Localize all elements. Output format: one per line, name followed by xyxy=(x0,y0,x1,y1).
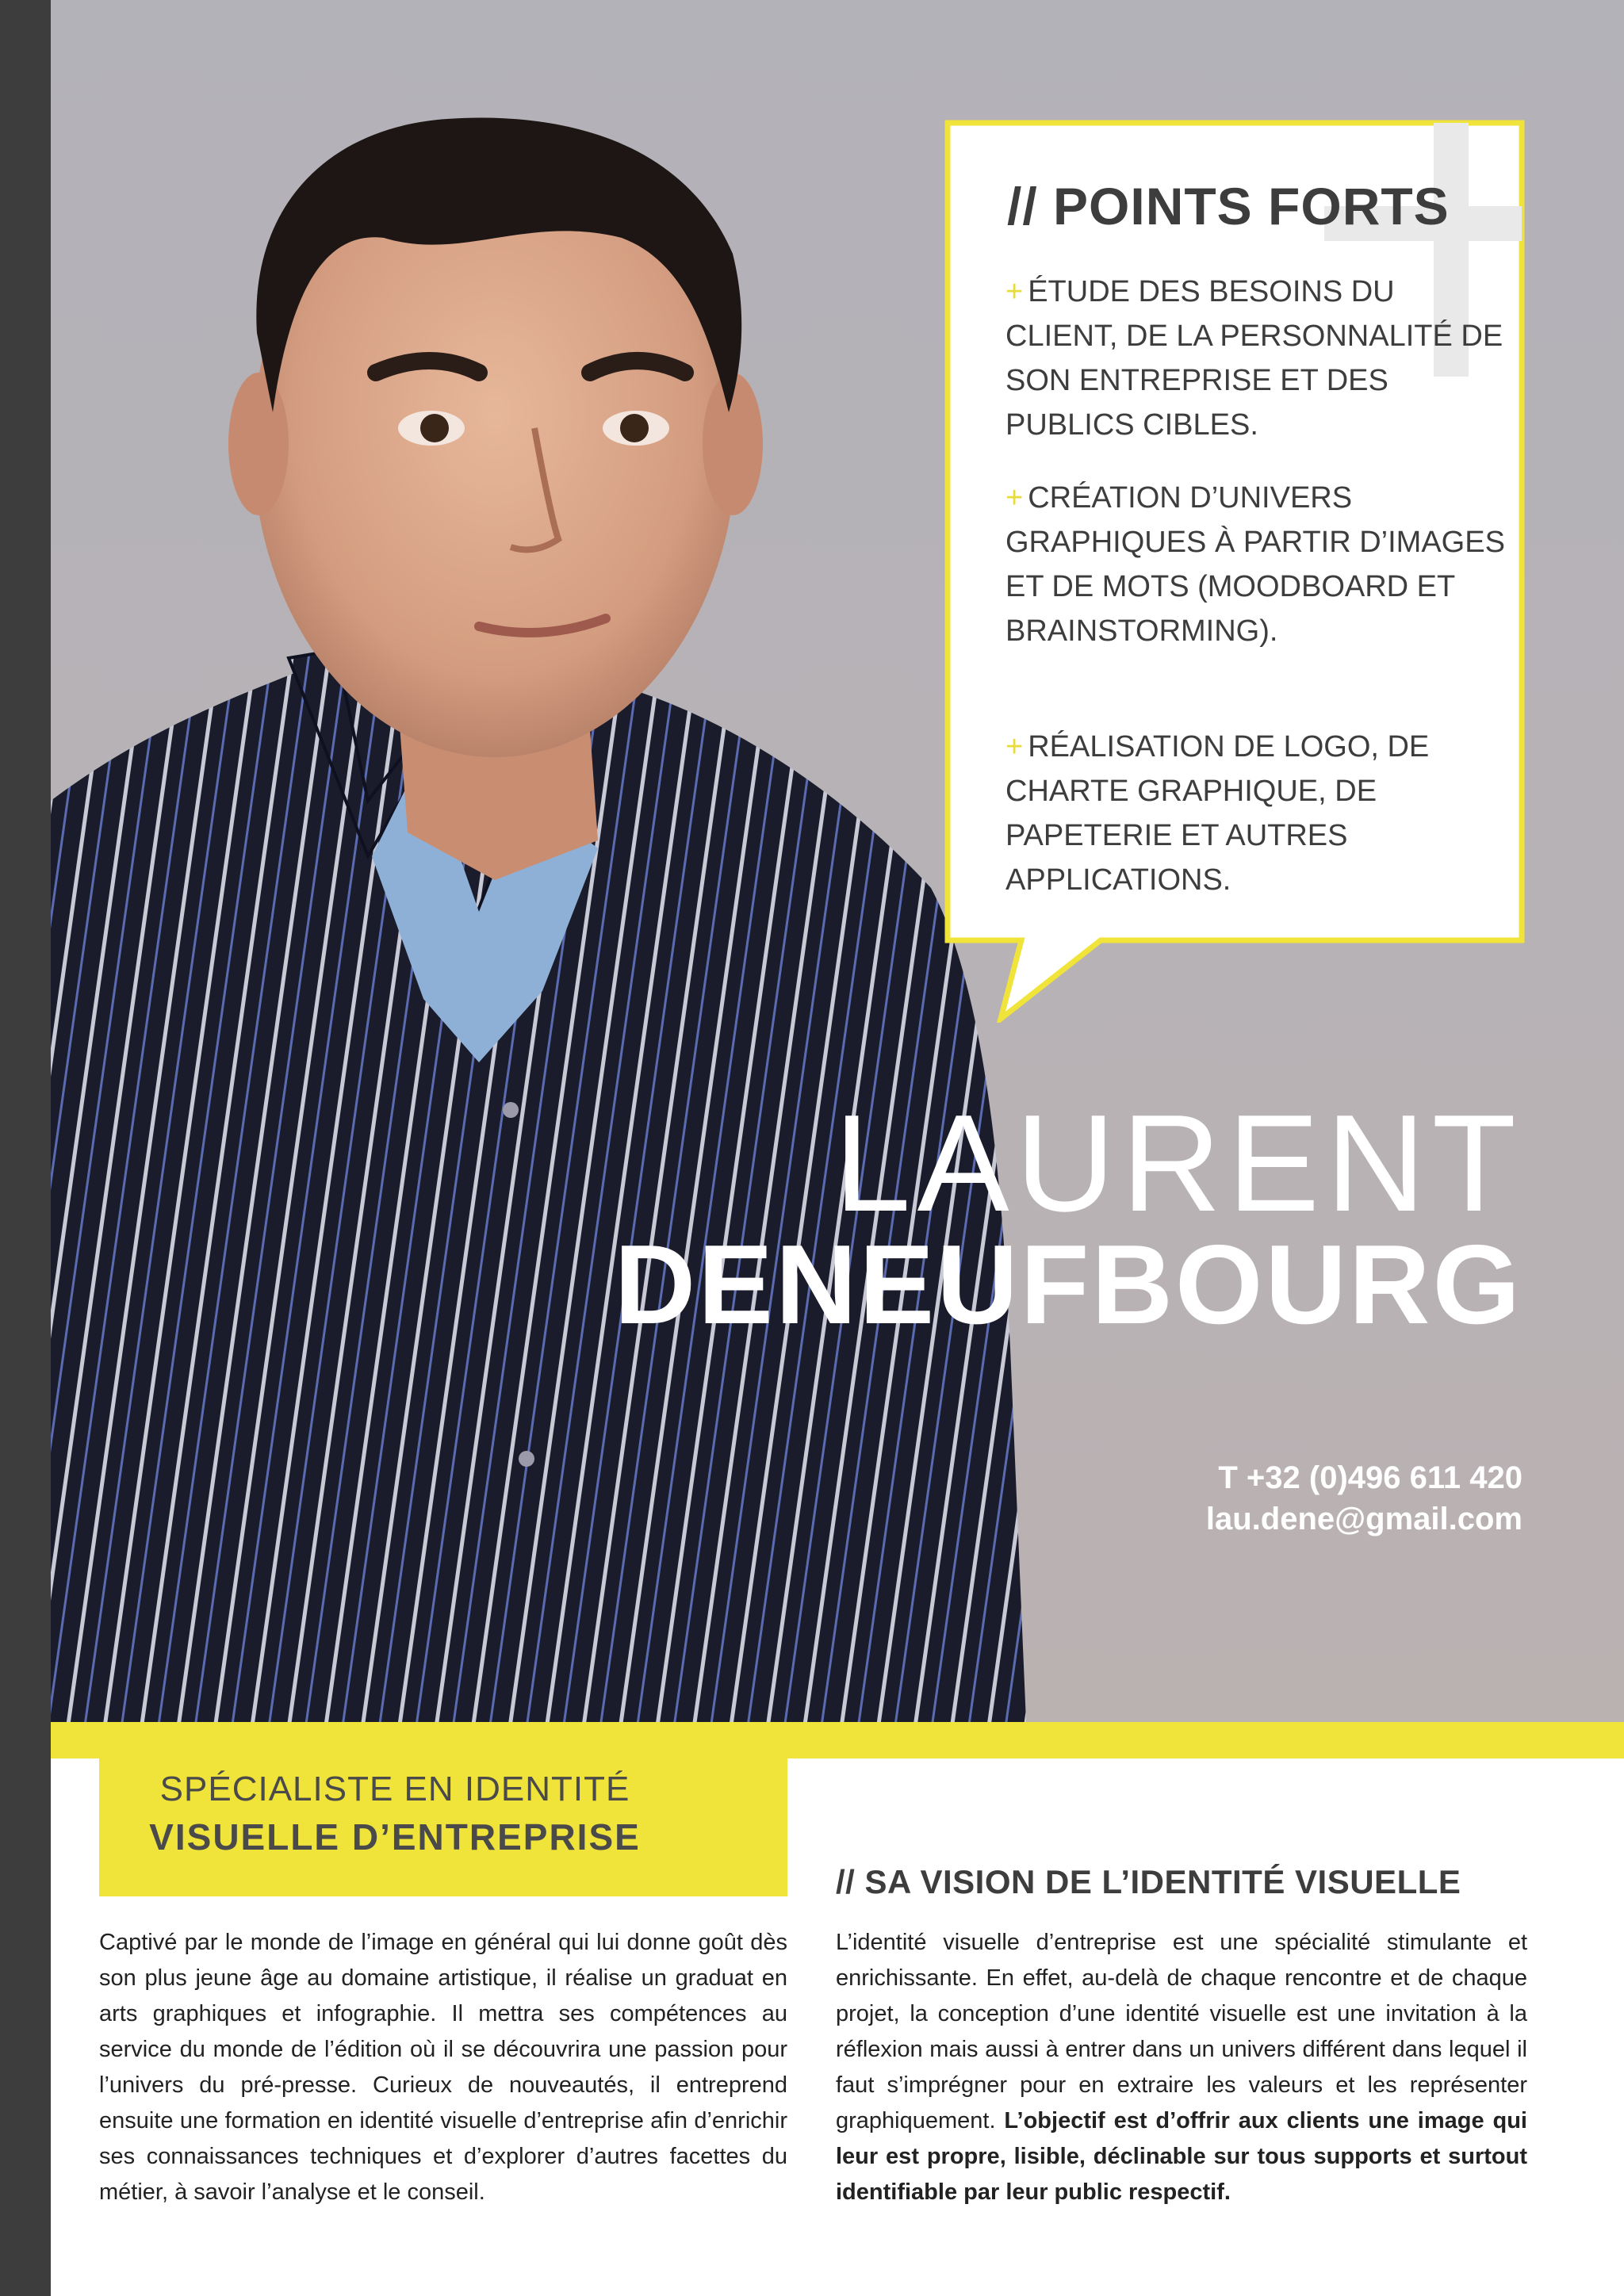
points-forts-item-text: ÉTUDE DES BESOINS DU CLIENT, DE LA PERSONNALITÉ DE SON ENTREPRISE ET DES PUBLICS CIBLES. xyxy=(1005,275,1503,442)
bio-paragraph: Captivé par le monde de l’image en général qui lui donne goût dès son plus jeune âge au domaine artistique, il réalise un graduat en arts graphiques et infographie. Il mettra ses compétences au service du monde de l’édition où il se découvrira une passion pour l’univers du pré-presse. Curieux de nouveautés, il entreprend ensuite une formation en identité visuelle d’entreprise afin d’enrichir ses connaissances techniques et d’explorer d’autres facettes du métier, à savoir l’analyse et le conseil. xyxy=(99,1930,787,2205)
points-forts-heading: // POINTS FORTS xyxy=(1007,177,1450,235)
left-sidebar-bar xyxy=(0,0,51,2296)
points-forts-item-text: CRÉATION D’UNIVERS GRAPHIQUES À PARTIR D’IMAGES ET DE MOTS (MOODBOARD ET BRAINSTORMING). xyxy=(1005,481,1505,648)
vision-heading: // SA VISION DE L’IDENTITÉ VISUELLE xyxy=(836,1863,1461,1900)
email-address[interactable]: lau.dene@gmail.com xyxy=(1205,1502,1522,1536)
plus-icon: + xyxy=(1005,481,1024,515)
yellow-divider xyxy=(51,1722,1624,1758)
vision-text: L’identité visuelle d’entreprise est une spécialité stimulante et enrichissante. En effet, au-delà de chaque rencontre et de chaque projet, la conception d’une identité visuelle est une invitation à la réflexion mais aussi à entrer dans un univers différent dans lequel il faut s’imprégner pour en extraire les valeurs et les représenter graphiquement. xyxy=(836,1930,1527,2133)
specialty-line-2: VISUELLE D’ENTREPRISE xyxy=(149,1816,641,1858)
specialty-line-1: SPÉCIALISTE EN IDENTITÉ xyxy=(159,1770,630,1808)
plus-icon: + xyxy=(1005,275,1024,308)
contact-block xyxy=(1031,1457,1522,1540)
last-name: DENEUFBOURG xyxy=(614,1222,1522,1348)
vision-bold-text: L’objectif est d’offrir aux clients une image qui leur est propre, lisible, déclinable sur tous supports et surtout identifiable par leur public respectif. xyxy=(836,2108,1527,2205)
plus-icon: + xyxy=(1005,730,1024,763)
first-name: LAURENT xyxy=(833,1085,1522,1240)
phone-number: T +32 (0)496 611 420 xyxy=(1218,1460,1522,1495)
points-forts-item-text: RÉALISATION DE LOGO, DE CHARTE GRAPHIQUE, DE PAPETERIE ET AUTRES APPLICATIONS. xyxy=(1005,730,1430,897)
vision-paragraph xyxy=(836,1925,1527,2210)
points-forts-item-2 xyxy=(1005,476,1513,653)
points-forts-item-3 xyxy=(1005,725,1513,902)
points-forts-item-1 xyxy=(1005,270,1513,447)
